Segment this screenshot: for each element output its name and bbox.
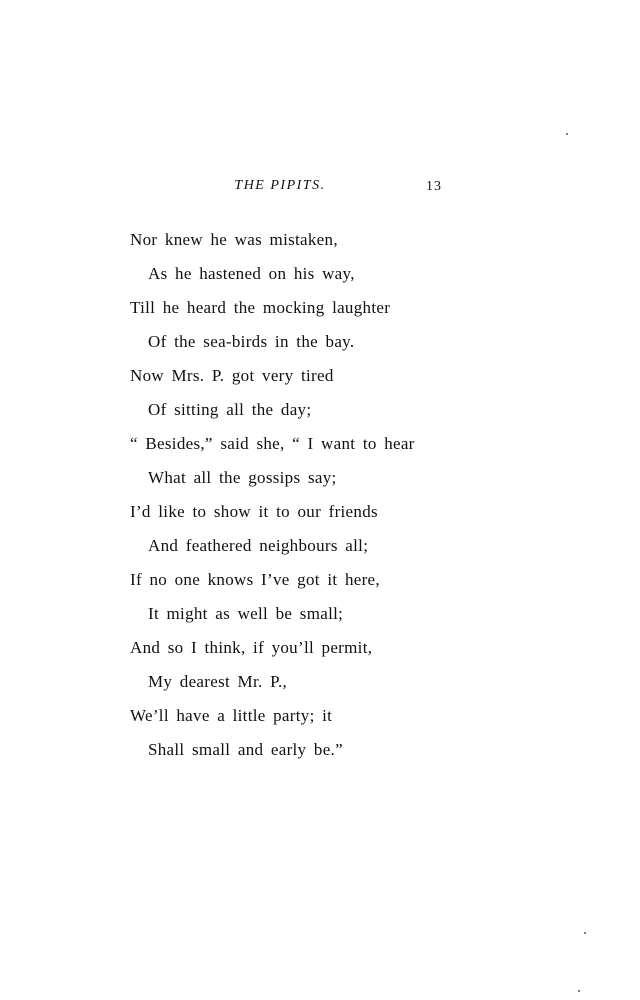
poem-line: Of the sea-birds in the bay.	[148, 332, 355, 351]
poem-line: Of sitting all the day;	[148, 400, 312, 419]
poem-line: If no one knows I’ve got it here,	[130, 570, 380, 589]
poem-line: What all the gossips say;	[148, 468, 337, 487]
poem-line: Now Mrs. P. got very tired	[130, 366, 334, 385]
poem-line: We’ll have a little party; it	[130, 706, 333, 725]
poem-line: “ Besides,” said she, “ I want to hear	[130, 434, 415, 453]
poem-line: As he hastened on his way,	[148, 264, 355, 283]
poem-line: It might as well be small;	[148, 604, 344, 623]
poem-line: I’d like to show it to our friends	[130, 502, 378, 521]
scan-speck	[566, 133, 568, 135]
poem-line: Nor knew he was mistaken,	[130, 230, 338, 249]
poem-line: Till he heard the mocking laughter	[130, 298, 391, 317]
poem	[130, 230, 550, 774]
running-title: THE PIPITS.	[234, 178, 326, 193]
poem-line: And feathered neighbours all;	[148, 536, 369, 555]
poem-line: And so I think, if you’ll permit,	[130, 638, 373, 657]
poem-line: My dearest Mr. P.,	[148, 672, 288, 691]
poem-line: Shall small and early be.”	[148, 740, 343, 759]
scan-speck	[578, 990, 580, 992]
scan-speck	[584, 932, 586, 934]
page-number: 13	[426, 179, 442, 194]
